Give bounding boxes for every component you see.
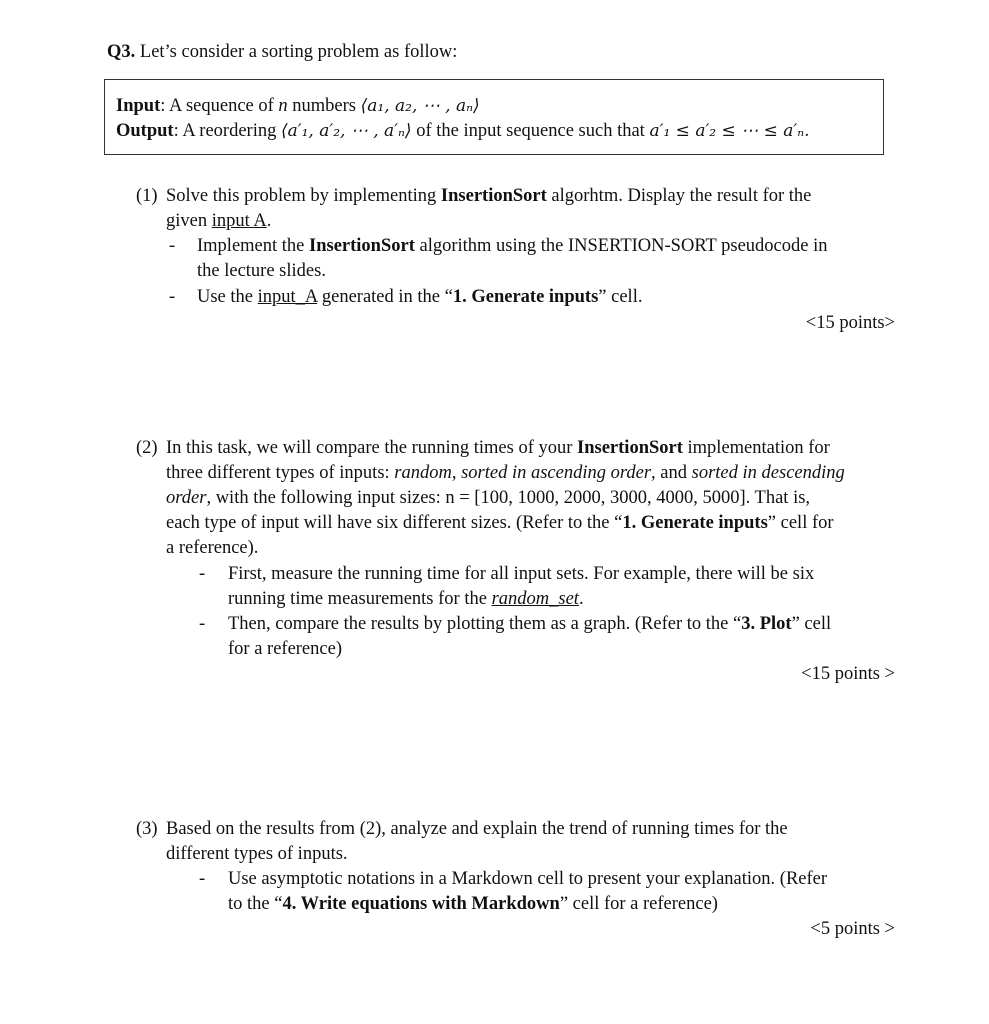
part1-bullet2: Use the input_A generated in the “1. Generate inputs” cell. [197, 287, 643, 307]
part1-points: <15 points> [805, 313, 895, 333]
part1-line1: Solve this problem by implementing InsertionSort algorhtm. Display the result for the [166, 186, 812, 206]
part2-line2: three different types of inputs: random, sorted in ascending order, and sorted in descending [166, 463, 845, 483]
random-set-var: random_set [491, 589, 579, 609]
input-label: Input [116, 96, 161, 116]
input-numbers-word: numbers [292, 96, 356, 116]
input-a-var: input_A [257, 287, 318, 307]
part3-line1: Based on the results from (2), analyze and explain the trend of running times for the [166, 819, 788, 839]
part2-number: (2) [136, 438, 158, 458]
part2-bullet2-line1: Then, compare the results by plotting them as a graph. (Refer to the “3. Plot” cell [228, 614, 832, 634]
problem-box [104, 79, 884, 155]
part2-bullet1-line1: First, measure the running time for all input sets. For example, there will be six [228, 564, 815, 584]
bullet-dash: - [199, 869, 206, 889]
part3-bullet1-line2: to the “4. Write equations with Markdown” cell for a reference) [228, 894, 718, 914]
part3-points: <5 points > [810, 919, 895, 939]
output-label: Output [116, 121, 174, 141]
part3-line2: different types of inputs. [166, 844, 348, 864]
output-sequence-formula: ⟨a′₁, a′₂, ⋯ , a′ₙ⟩ [280, 121, 412, 141]
part1-bullet1-line1: Implement the InsertionSort algorithm using the INSERTION-SORT pseudocode in [197, 236, 828, 256]
problem-input-line: Input: A sequence of n numbers ⟨a₁, a₂, ⋯ , aₙ⟩ [116, 96, 480, 116]
part3-number: (3) [136, 819, 158, 839]
input-text: A sequence of [168, 96, 274, 116]
output-text-2: of the input sequence such that [416, 121, 645, 141]
input-a-reference: input A [211, 211, 267, 231]
part1-bullet1-line2: the lecture slides. [197, 261, 326, 281]
part2-line4: each type of input will have six different sizes. (Refer to the “1. Generate inputs” cell for [166, 513, 834, 533]
output-text: A reordering [182, 121, 277, 141]
question-title [107, 42, 457, 63]
part2-bullet2-line2: for a reference) [228, 639, 342, 659]
part2-bullet1-line2: running time measurements for the random_set. [228, 589, 584, 609]
part2-line5: a reference). [166, 538, 259, 558]
part2-points: <15 points > [801, 664, 895, 684]
problem-output-line: Output: A reordering ⟨a′₁, a′₂, ⋯ , a′ₙ⟩ of the input sequence such that a′₁ ≤ a′₂ ≤ ⋯ ≤ a′ₙ. [116, 121, 810, 141]
bullet-dash: - [169, 287, 176, 307]
output-condition-formula: a′₁ ≤ a′₂ ≤ ⋯ ≤ a′ₙ. [649, 121, 810, 141]
part1-line2: given input A. [166, 211, 272, 231]
bullet-dash: - [199, 564, 206, 584]
question-title-text: Let’s consider a sorting problem as follow: [139, 42, 458, 62]
question-number: Q3. [107, 42, 136, 62]
part1-number: (1) [136, 186, 158, 206]
part2-line3: order, with the following input sizes: n = [100, 1000, 2000, 3000, 4000, 5000]. That is, [166, 488, 811, 508]
input-n: n [278, 96, 288, 116]
part3-bullet1-line1: Use asymptotic notations in a Markdown cell to present your explanation. (Refer [228, 869, 828, 889]
bullet-dash: - [199, 614, 206, 634]
part2-line1: In this task, we will compare the running times of your InsertionSort implementation for [166, 438, 830, 458]
input-sequence-formula: ⟨a₁, a₂, ⋯ , aₙ⟩ [360, 96, 480, 116]
bullet-dash: - [169, 236, 176, 256]
